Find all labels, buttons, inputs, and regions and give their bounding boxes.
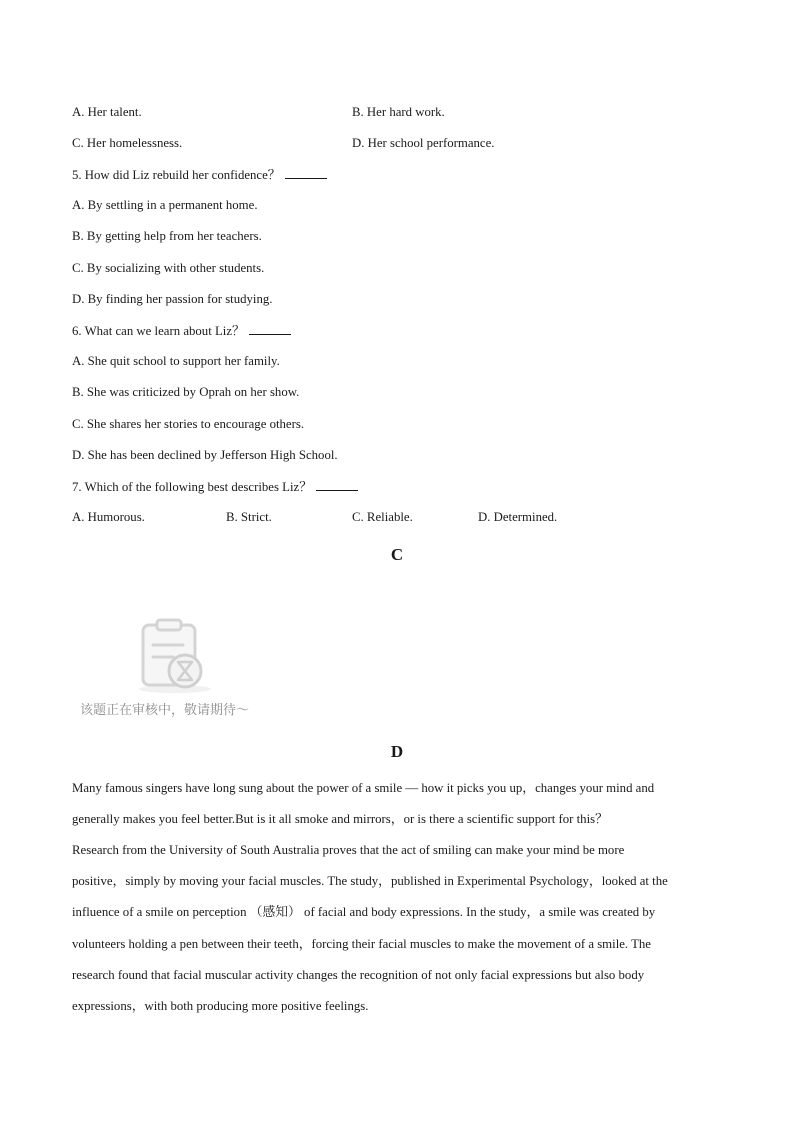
passage-line: Research from the University of South Australia proves that the act of smiling can make your mind be more (72, 843, 625, 857)
q6-answer-blank[interactable] (249, 322, 291, 335)
q4-option-a[interactable]: A. Her talent. (72, 105, 142, 119)
q6-option-c[interactable]: C. She shares her stories to encourage others. (72, 417, 305, 431)
q6-option-b[interactable]: B. She was criticized by Oprah on her show. (72, 385, 300, 399)
q7-option-b[interactable]: B. Strict. (226, 510, 272, 524)
passage-line: Many famous singers have long sung about the power of a smile — how it picks you up，changes your mind and (72, 781, 655, 795)
section-d-heading: D (390, 742, 404, 761)
q7-option-d[interactable]: D. Determined. (478, 510, 558, 524)
q6-stem-text: 6. What can we learn about Liz？ (72, 324, 245, 338)
q4-option-b[interactable]: B. Her hard work. (352, 105, 445, 119)
q5-option-b[interactable]: B. By getting help from her teachers. (72, 229, 262, 243)
q7-option-a[interactable]: A. Humorous. (72, 510, 145, 524)
q4-option-c[interactable]: C. Her homelessness. (72, 136, 183, 150)
pending-review-text: 该题正在审核中，敬请期待～ (80, 703, 250, 718)
q5-stem-text: 5. How did Liz rebuild her confidence？ (72, 168, 281, 182)
q5-stem (72, 166, 327, 183)
clipboard-hourglass-icon (135, 617, 217, 695)
passage-line: generally makes you feel better.But is it all smoke and mirrors，or is there a scientific support for this？ (72, 812, 608, 826)
q5-option-c[interactable]: C. By socializing with other students. (72, 261, 265, 275)
q6-stem (72, 322, 291, 339)
q5-answer-blank[interactable] (285, 166, 327, 179)
q4-option-d[interactable]: D. Her school performance. (352, 136, 495, 150)
passage-line: expressions，with both producing more positive feelings. (72, 999, 369, 1013)
q5-option-d[interactable]: D. By finding her passion for studying. (72, 292, 273, 306)
q7-answer-blank[interactable] (316, 478, 358, 491)
q7-stem (72, 478, 358, 495)
passage-line: volunteers holding a pen between their teeth，forcing their facial muscles to make the movement of a smile. The (72, 937, 651, 951)
passage-line: influence of a smile on perception （感知） of facial and body expressions. In the study，a smile was created by (72, 905, 656, 919)
q5-option-a[interactable]: A. By settling in a permanent home. (72, 198, 258, 212)
pending-review-placeholder (80, 617, 280, 727)
passage-line: positive，simply by moving your facial muscles. The study，published in Experimental Psychology，looked at the (72, 874, 668, 888)
q6-option-a[interactable]: A. She quit school to support her family. (72, 354, 280, 368)
q6-option-d[interactable]: D. She has been declined by Jefferson High School. (72, 448, 338, 462)
q7-option-c[interactable]: C. Reliable. (352, 510, 413, 524)
passage-line: research found that facial muscular activity changes the recognition of not only facial expressions but also body (72, 968, 645, 982)
q7-stem-text: 7. Which of the following best describes Liz？ (72, 480, 313, 494)
section-c-heading: C (390, 545, 404, 564)
